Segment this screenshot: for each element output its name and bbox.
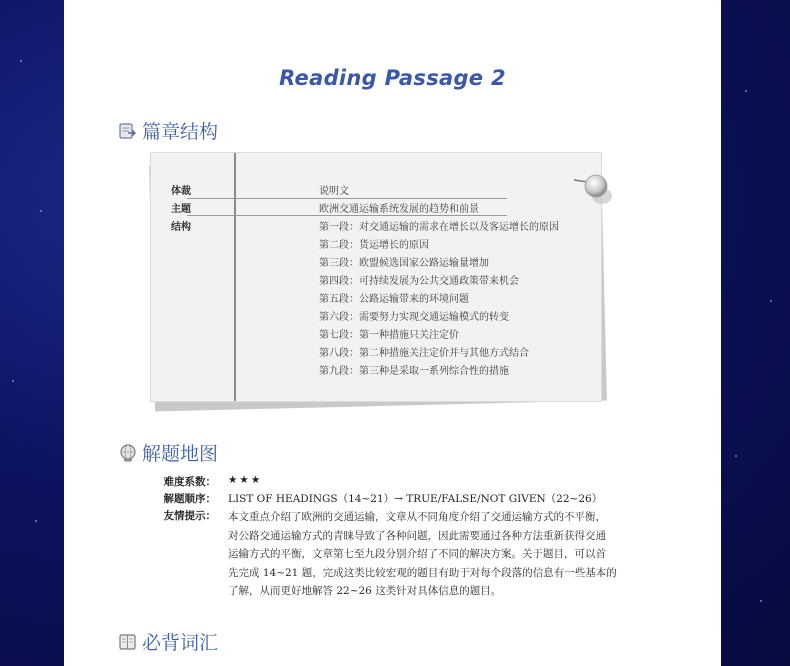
star [770,300,772,302]
section-vocab-header [118,628,218,655]
section-vocab-label: 必背词汇 [142,632,219,654]
order-value: LIST OF HEADINGS（14~21）→ TRUE/FALSE/NOT GIVEN（22~26） [228,493,603,505]
paragraph-item: 第五段：公路运输带来的环境问题 [319,294,469,305]
book-icon [118,632,138,652]
tip-key: 友情提示： [163,510,216,522]
difficulty-stars: ★★★ [228,474,263,486]
order-row [150,491,670,508]
paragraph-item: 第三段：欧盟候选国家公路运输量增加 [319,258,489,269]
difficulty-key: 难度系数： [163,476,216,488]
star [35,520,37,522]
paragraph-item: 第九段：第三种是采取一系列综合性的措施 [319,366,509,377]
section-map-label: 解题地图 [142,443,219,465]
star [735,455,737,457]
star [20,60,22,62]
card-divider [234,153,236,401]
document-arrow-icon [118,121,138,141]
structure-card [150,152,602,402]
star [760,600,762,602]
section-structure-header [118,117,218,144]
tip-row [150,508,670,597]
section-structure-label: 篇章结构 [142,121,219,143]
star [745,90,747,92]
document-page [64,0,721,666]
paragraph-item: 第一段：对交通运输的需求在增长以及客运增长的原因 [319,222,559,233]
genre-key: 体裁 [171,186,191,197]
globe-icon [118,443,138,463]
genre-value: 说明文 [319,186,349,197]
tip-line: 对公路交通运输方式的青睐导致了各种问题，因此需要通过各种方法重新获得交通 [228,529,606,542]
theme-value: 欧洲交通运输系统发展的趋势和前景 [319,204,479,215]
star [12,380,14,382]
paragraph-item: 第二段：货运增长的原因 [319,240,429,251]
tip-line: 本文重点介绍了欧洲的交通运输，文章从不同角度介绍了交通运输方式的不平衡， [228,511,606,523]
row-divider [187,215,507,216]
section-map-header [118,439,218,466]
paragraph-item: 第四段：可持续发展为公共交通政策带来机会 [319,276,519,287]
row-divider [187,198,507,199]
problem-map [150,474,670,597]
order-key: 解题顺序： [163,493,216,505]
paragraph-item: 第七段：第一种措施只关注定价 [319,330,459,341]
star [40,210,42,212]
difficulty-row [150,474,670,491]
paragraph-item: 第六段：需要努力实现交通运输模式的转变 [319,312,509,323]
paragraph-item: 第八段：第二种措施关注定价并与其他方式结合 [319,348,529,359]
tip-line: 了解，从而更好地解答 22~26 这类针对具体信息的题目。 [228,585,502,597]
tip-line: 运输方式的平衡，文章第七至九段分别介绍了不同的解决方案。关于题目，可以首 [228,548,606,560]
structure-key: 结构 [171,222,191,233]
theme-key: 主题 [171,204,191,215]
pushpin-icon [572,166,616,210]
page-title: Reading Passage 2 [279,66,506,90]
tip-paragraph [228,508,660,601]
tip-line: 先完成 14~21 题，完成这类比较宏观的题目有助于对每个段落的信息有一些基本的 [228,566,617,579]
